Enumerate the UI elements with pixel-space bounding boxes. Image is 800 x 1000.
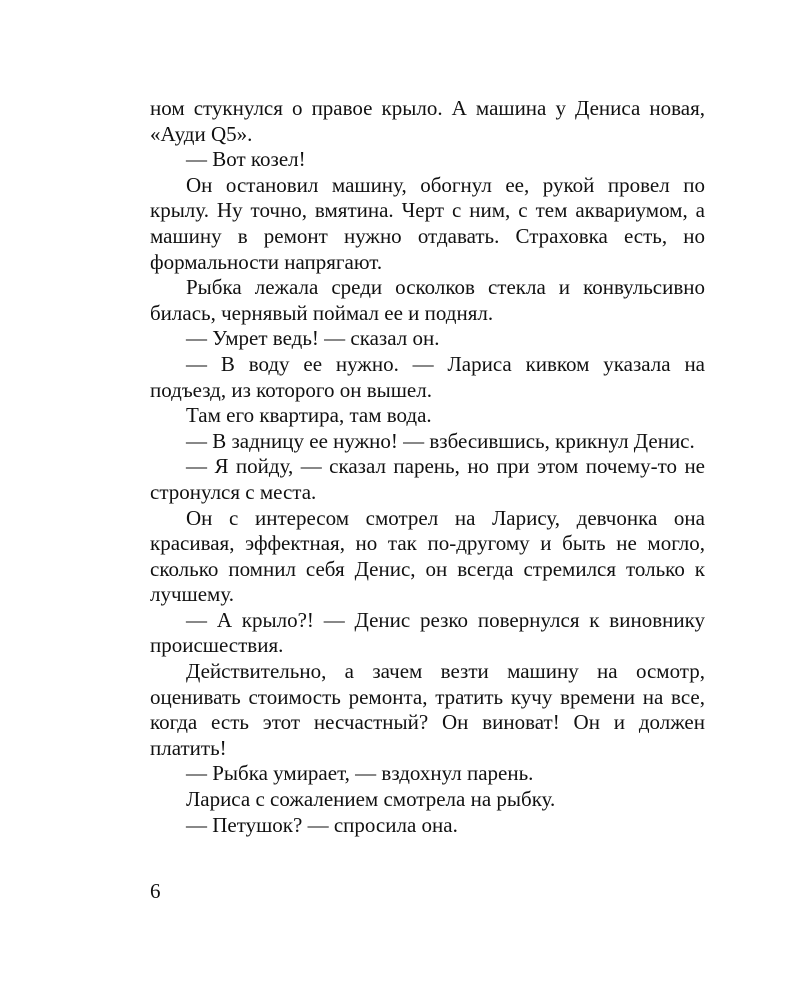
paragraph-3: Он остановил машину, обогнул ее, рукой провел по крылу. Ну точно, вмятина. Черт с ним, с тем аквариумом, а машину в ремонт нужно отдавать. Страховка есть, но формальности напрягают. [150, 172, 705, 274]
paragraph-7: Там его квартира, там вода. [186, 403, 432, 428]
paragraph-9: — Я пойду, — сказал парень, но при этом почему-то не стронулся с места. [150, 454, 705, 504]
paragraph-10: Он с интересом смотрел на Ларису, девчонка она красивая, эффектная, но так по-другому и быть не могло, сколько помнил себя Денис, он всегда стремился только к лучшему. [150, 505, 705, 607]
paragraph-11: — А крыло?! — Денис резко повернулся к виновнику происшествия. [150, 607, 705, 658]
paragraph-2: — Вот козел! [186, 147, 306, 172]
paragraph-13: — Рыбка умирает, — вздохнул парень. [186, 761, 534, 786]
paragraph-1: ном стукнулся о правое крыло. А машина у Дениса новая, «Ауди Q5». [150, 96, 705, 146]
page-number: 6 [150, 879, 161, 903]
paragraph-8: — В задницу ее нужно! — взбесившись, крикнул Денис. [186, 428, 695, 453]
paragraph-14: Лариса с сожалением смотрела на рыбку. [186, 787, 556, 812]
paragraph-15: — Петушок? — спросила она. [186, 812, 458, 837]
paragraph-4: Рыбка лежала среди осколков стекла и конвульсивно билась, чернявый поймал ее и поднял. [150, 275, 705, 325]
paragraph-6: — В воду ее нужно. — Лариса кивком указала на подъезд, из которого он вышел. [150, 351, 705, 402]
paragraph-5: — Умрет ведь! — сказал он. [186, 326, 440, 351]
page-text-body [150, 96, 705, 838]
paragraph-12: Действительно, а зачем везти машину на осмотр, оценивать стоимость ремонта, тратить кучу времени на все, когда есть этот несчастный? Он виноват! Он и должен платить! [150, 659, 705, 760]
